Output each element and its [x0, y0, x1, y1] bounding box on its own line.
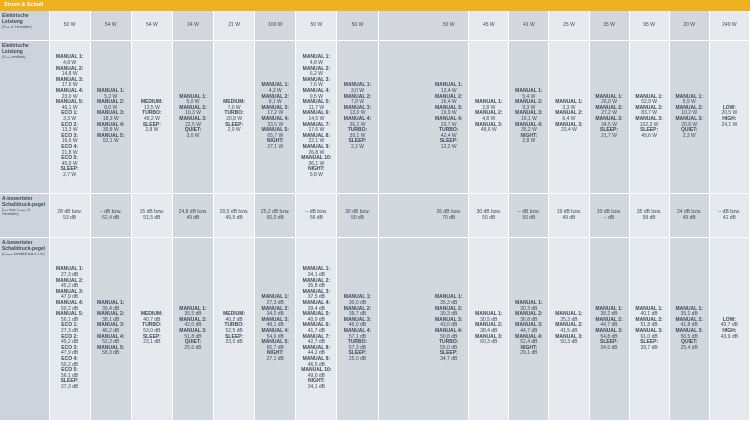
rated-noise-line: 24,8 dB bzw. [178, 208, 208, 215]
rated-power: 50 W [310, 21, 323, 28]
table-row [0, 194, 750, 238]
mode-value-line: MANUAL 3: 22,5 W [179, 116, 207, 128]
mode-value-line: SLEEP: 34,6 dB [600, 339, 619, 351]
table-cell [50, 194, 91, 238]
rated-noise-line: 51,5 dB [143, 214, 161, 221]
rated-power: 21 W [228, 21, 240, 28]
mode-value-line: MANUAL 4: 23,0 W [55, 88, 84, 100]
table-row [0, 41, 750, 194]
mode-value-line: MANUAL 2: 42,0 dB [179, 316, 207, 329]
mode-value-line: ECO 1: 27,3 dB [61, 322, 79, 334]
mode-value-line: SLEEP: 2,0 W [225, 121, 244, 134]
mode-value-line: MANUAL 1: 5,4 W [515, 88, 543, 100]
mode-value-line: MANUAL 6: 41,7 dB [302, 322, 331, 334]
row-label-title: A-bewerteter Schalldruck-pegel [2, 196, 46, 208]
mode-value-line: TURBO: 57,3 dB [347, 339, 368, 351]
table-cell [337, 194, 378, 238]
mode-value-line: MANUAL 3: 50,3 dB [555, 333, 583, 346]
mode-value-line: MEDIUM: 40,7 dB [140, 311, 163, 323]
section-title: Strom & Schall [4, 2, 44, 8]
table-cell [710, 41, 750, 194]
mode-value-line: MANUAL 2: 39,3 dB [435, 305, 463, 318]
row-label-sub: (Lₚₐ bzw. Lₚₐₘₐₓ lt. Hersteller) [2, 208, 31, 217]
table-cell [429, 11, 469, 41]
rated-noise-line: – dB bzw. [305, 208, 328, 215]
mode-value-line: MANUAL 4: 52,3 dB [97, 333, 125, 346]
mode-value-line: MANUAL 5: 65,7 W [261, 127, 289, 139]
rated-noise-line: – dB [603, 214, 615, 221]
row-label [0, 41, 50, 194]
rated-noise-line: 53 dB [63, 214, 77, 221]
mode-value-line: MEDIUM: 40,2 dB [223, 311, 246, 323]
table-cell [670, 41, 710, 194]
mode-value-line: NIGHT: 5,8 W [308, 166, 325, 178]
rated-noise-line: 30 dB bzw. [476, 208, 502, 215]
table-cell [379, 194, 430, 238]
mode-value-line: MANUAL 4: 50,2 dB [55, 300, 84, 312]
rated-noise-line: 30 dB bzw. [596, 208, 622, 215]
mode-value-line: MANUAL 2: 4,8 W [475, 110, 503, 122]
mode-value-line: MANUAL 1: 2,8 W [475, 99, 503, 111]
mode-value-line: MANUAL 1: 27,3 dB [261, 294, 289, 307]
mode-value-line: MANUAL 3: 54,8 dB [595, 328, 623, 340]
mode-value-line: MANUAL 2: 39,7 dB [343, 305, 372, 318]
table-cell [255, 41, 296, 194]
mode-value-line: MANUAL 2: 83,7 W [635, 104, 663, 117]
rated-noise-line: 49,5 dB [225, 214, 243, 221]
table-cell [296, 238, 337, 421]
rated-power: 50 W [351, 21, 364, 28]
table-cell [337, 238, 378, 421]
mode-value-line: ECO 2: 13,3 W [61, 121, 78, 134]
mode-value-line: MANUAL 3: 17,2 W [261, 104, 289, 117]
table-cell [255, 194, 296, 238]
mode-value-line: MANUAL 3: 50,5 dB [675, 328, 703, 340]
mode-value-line: MANUAL 3: 44,7 dB [515, 322, 543, 334]
rated-noise-line: – dB bzw. [718, 208, 741, 215]
row-label-title: A-bewerteter Schalldruck-pegel [2, 240, 46, 252]
mode-value-line: MANUAL 4: 39,4 dB [302, 300, 331, 312]
mode-value-line: HIGH: 43,9 dB [720, 328, 738, 340]
mode-value-line: MANUAL 9: 46,5 dB [302, 355, 331, 368]
mode-value-line: MANUAL 2: 44,7 dB [595, 316, 623, 329]
mode-value-line: ECO 5: 45,0 W [61, 155, 78, 167]
mode-value-line: QUIET: 25,4 dB [680, 339, 698, 351]
mode-value-line: SLEEP: 34,7 dB [439, 350, 458, 362]
mode-value-line: MANUAL 1: 27,3 dB [55, 266, 84, 279]
table-cell [379, 41, 430, 194]
table-cell [469, 11, 509, 41]
mode-value-line: SLEEP: 49,6 W [640, 127, 659, 139]
rated-noise-line: 49 dB [682, 214, 696, 221]
mode-value-line: MANUAL 7: 17,6 W [302, 121, 331, 134]
mode-value-line: ECO 4: 21,8 W [61, 143, 78, 156]
mode-value-line: MANUAL 1: 5,2 W [97, 88, 125, 100]
row-label [0, 11, 50, 41]
mode-value-line: SLEEP: 25,0 dB [348, 350, 367, 362]
rated-power: 54 W [146, 21, 158, 28]
mode-value-line: NIGHT: 2,8 W [520, 132, 538, 145]
table-cell [255, 11, 296, 41]
mode-value-line: MANUAL 6: 14,5 W [302, 110, 331, 122]
rated-noise-line: 62,4 dB [102, 214, 120, 221]
mode-value-line: MANUAL 3: 18,3 W [97, 110, 125, 122]
mode-value-line: ECO 3: 47,9 dB [61, 344, 79, 357]
mode-value-line: MANUAL 4: 54,6 dB [261, 328, 289, 340]
mode-value-line: MANUAL 3: 17,6 W [55, 76, 84, 89]
mode-value-line: MANUAL 2: 27,2 W [595, 104, 623, 117]
table-cell [630, 238, 670, 421]
table-cell [549, 11, 589, 41]
table-cell [255, 238, 296, 421]
table-cell [549, 41, 589, 194]
mode-value-line: MANUAL 9: 26,8 W [302, 143, 331, 156]
mode-value-line: MANUAL 2: 8,0 W [97, 99, 125, 111]
table-cell [509, 11, 549, 41]
mode-value-line: MANUAL 1: 52,9 W [635, 93, 663, 106]
mode-value-line: MANUAL 3: 46,2 dB [97, 322, 125, 334]
rated-noise-line: 56 dB [309, 214, 323, 221]
mode-value-line: MANUAL 2: 34,0 dB [261, 305, 289, 318]
comparison-table [0, 11, 750, 421]
mode-value-line: MANUAL 4: 30,8 W [97, 121, 125, 134]
mode-value-line: LOW: 20,5 W [721, 104, 738, 117]
mode-value-line: MANUAL 2: 36,8 dB [515, 311, 543, 323]
mode-value-line: MANUAL 5: 56,1 dB [55, 311, 84, 323]
table-cell [91, 238, 132, 421]
mode-value-line: TURBO: 52,5 dB [224, 322, 244, 334]
rated-noise-line: 49 dB [562, 214, 576, 221]
rated-noise-line: 26 dB bzw. [436, 208, 461, 215]
table-cell [469, 41, 509, 194]
table-cell [132, 41, 173, 194]
table-cell [429, 238, 469, 421]
row-label-title: Elektrische Leistung [2, 13, 29, 25]
table-cell [173, 11, 214, 41]
rated-power: 24 W [187, 21, 199, 28]
mode-value-line: MANUAL 3: 46,0 dB [343, 316, 372, 329]
table-cell [379, 11, 430, 41]
mode-value-line: MANUAL 5: 65,7 dB [261, 339, 289, 351]
mode-value-line: MANUAL 1: 4,8 W [55, 54, 84, 67]
mode-value-line: MANUAL 7: 42,7 dB [302, 333, 331, 346]
rated-power: 45 W [482, 21, 495, 28]
table-cell [132, 238, 173, 421]
rated-power: 50 W [63, 21, 76, 28]
table-cell [379, 238, 430, 421]
row-label-sub: (Pₘₐₓ ermittelt) [2, 55, 26, 60]
table-cell [590, 11, 630, 41]
mode-value-line: SLEEP: 23,0 dB [225, 333, 244, 346]
mode-value-line: MEDIUM: 12,5 W [140, 99, 163, 111]
mode-value-line: MANUAL 1: 26,0 W [595, 93, 623, 106]
table-cell [337, 11, 378, 41]
mode-value-line: LOW: 40,7 dB [720, 316, 738, 329]
mode-value-line: MANUAL 1: 30,0 dB [343, 294, 372, 307]
mode-value-line: MANUAL 1: 38,2 dB [595, 305, 623, 318]
mode-value-line: SLEEP: 23,1 dB [142, 333, 161, 346]
mode-value-line: MANUAL 4: 35,2 W [515, 121, 543, 134]
mode-value-line: MANUAL 8: 44,2 dB [302, 344, 331, 357]
table-cell [337, 41, 378, 194]
mode-value-line: MANUAL 3: 7,6 W [302, 76, 331, 89]
mode-value-line: QUIET: 2,3 W [681, 127, 698, 139]
rated-noise-line: 25,2 dB bzw. [260, 208, 290, 215]
rated-noise-line: 50 dB [522, 214, 536, 221]
mode-value-line: MANUAL 2: 41,5 dB [555, 322, 583, 334]
mode-value-line: MANUAL 3: 51,8 dB [179, 328, 207, 340]
row-label-sub: (Lₚₐₘₐₓ ermittelt aus ≤ 1 m) [2, 252, 45, 257]
mode-value-line: MANUAL 2: 6,2 W [302, 65, 331, 78]
mode-value-line: MANUAL 5: 11,7 W [302, 99, 331, 111]
mode-value-line: MANUAL 2: 6,4 W [555, 110, 583, 122]
mode-value-line: MANUAL 1: 30,5 dB [475, 311, 503, 323]
mode-value-line: MANUAL 4: 9,5 W [302, 88, 331, 100]
table-cell [509, 41, 549, 194]
table-cell [630, 41, 670, 194]
mode-value-line: MANUAL 1: 4,8 W [302, 54, 331, 67]
mode-value-line: MANUAL 3: 47,9 dB [55, 288, 84, 301]
mode-value-line: SLEEP: 27,3 dB [60, 378, 79, 390]
rated-power: 25 W [563, 21, 575, 28]
mode-value-line: NIGHT: 29,1 dB [520, 344, 538, 357]
table-cell [549, 238, 589, 421]
row-label-title: Elektrische Leistung [2, 43, 29, 55]
table-cell [214, 11, 255, 41]
mode-value-line: MANUAL 10: 49,0 dB [301, 367, 332, 379]
mode-value-line: MANUAL 2: 41,8 dB [675, 316, 703, 329]
table-cell [630, 194, 670, 238]
mode-value-line: MANUAL 1: 5,9 W [675, 93, 703, 106]
mode-value-line: MANUAL 3: 48,1 dB [261, 316, 289, 329]
mode-value-line: ECO 1: 3,3 W [61, 110, 78, 122]
rated-power: 95 W [643, 21, 655, 28]
rated-noise-line: 30 dB bzw. [345, 208, 370, 215]
mode-value-line: MANUAL 4: 57,1 dB [343, 328, 372, 340]
mode-value-line: MANUAL 3: 20,4 W [555, 121, 583, 134]
rated-power: 54 W [104, 21, 117, 28]
rated-noise-line: 20,5 dB bzw. [219, 208, 249, 215]
table-cell [132, 194, 173, 238]
table-cell [173, 238, 214, 421]
row-label [0, 194, 50, 238]
mode-value-line: MANUAL 5: 40,9 dB [302, 311, 331, 323]
table-cell [214, 194, 255, 238]
mode-value-line: MANUAL 8: 22,1 W [302, 132, 331, 145]
table-cell [50, 41, 91, 194]
mode-value-line: MANUAL 1: 3,3 W [555, 99, 583, 111]
rated-power: 41 W [523, 21, 535, 28]
mode-value-line: MANUAL 2: 35,8 dB [302, 277, 331, 290]
mode-value-line: NIGHT: 27,1 W [266, 138, 284, 150]
mode-value-line: TURBO: 39,1 W [347, 127, 368, 139]
rated-noise-line: 70 dB [442, 214, 456, 221]
mode-value-line: MANUAL 3: 16,1 W [515, 110, 543, 122]
table-row [0, 238, 750, 421]
rated-noise-line: 24 dB bzw. [676, 208, 702, 215]
mode-value-line: MANUAL 3: 37,5 dB [302, 288, 331, 301]
table-cell [590, 41, 630, 194]
mode-value-line: MANUAL 1: 35,4 dB [97, 300, 125, 312]
mode-value-line: MANUAL 3: 43,0 dB [435, 316, 463, 329]
rated-noise-line: 58 dB [642, 214, 656, 221]
table-cell [173, 41, 214, 194]
mode-value-line: NIGHT: 27,1 dB [266, 350, 284, 362]
mode-value-line: MANUAL 3: 48,6 W [475, 121, 503, 134]
mode-value-line: ECO 3: 16,6 W [61, 132, 78, 145]
mode-value-line: MANUAL 2: 14,8 W [55, 65, 84, 78]
table-cell [173, 194, 214, 238]
mode-value-line: MANUAL 5: 52,1 W [97, 132, 125, 145]
rated-power: 35 W [603, 21, 615, 28]
rated-noise-line: 65,0 dB [266, 214, 284, 221]
mode-value-line: MANUAL 2: 38,4 dB [475, 322, 503, 334]
table-cell [50, 238, 91, 421]
rated-noise-line: 49 dB [186, 214, 200, 221]
mode-value-line: MANUAL 1: 3,0 W [343, 82, 372, 95]
mode-value-line: SLEEP: 39,7 dB [640, 339, 659, 351]
table-cell [214, 41, 255, 194]
rated-noise-line: 41 dB [722, 214, 736, 221]
mode-value-line: MEDIUM: 7,0 W [223, 99, 246, 111]
table-cell [50, 11, 91, 41]
mode-value-line: SLEEP: 12,2 W [439, 138, 458, 150]
rated-power: 100 W [268, 21, 283, 28]
rated-power: 20 W [683, 21, 696, 28]
mode-value-line: MANUAL 1: 35,5 dB [179, 305, 207, 318]
mode-value-line: NIGHT: 34,1 dB [307, 378, 325, 390]
table-cell [590, 194, 630, 238]
mode-value-line: SLEEP: 2,2 W [348, 138, 367, 150]
rated-noise-line: 15 dB bzw. [139, 208, 165, 215]
mode-value-line: ECO 4: 50,2 dB [61, 355, 79, 368]
table-cell [429, 194, 469, 238]
mode-value-line: TURBO: 55,0 dB [439, 339, 459, 351]
mode-value-line: TURBO: 53,0 dB [142, 322, 162, 334]
mode-value-line: MANUAL 1: 35,3 dB [435, 294, 463, 307]
table-cell [710, 238, 750, 421]
rated-noise-line: 35 dB bzw. [636, 208, 662, 215]
table-cell [214, 238, 255, 421]
mode-value-line: QUIET: 3,0 W [184, 127, 202, 139]
table-cell [670, 238, 710, 421]
table-cell [469, 194, 509, 238]
table-cell [429, 41, 469, 194]
mode-value-line: MANUAL 3: 60,3 dB [475, 333, 503, 346]
table-cell [710, 11, 750, 41]
table-cell [91, 194, 132, 238]
mode-value-line: MANUAL 1: 40,1 dB [635, 305, 663, 318]
mode-value-line: TURBO: 42,4 W [439, 127, 459, 139]
table-cell [509, 194, 549, 238]
table-cell [670, 194, 710, 238]
table-cell [670, 11, 710, 41]
table-cell [630, 11, 670, 41]
table-cell [91, 41, 132, 194]
mode-value-line: MANUAL 5: 46,1 W [55, 99, 84, 111]
rated-noise-line: 28 dB bzw. [57, 208, 82, 215]
mode-value-line: MANUAL 5: 58,3 dB [97, 344, 125, 357]
mode-value-line: MANUAL 1: 6,0 W [179, 93, 207, 106]
rated-noise-line: 50 dB [350, 214, 365, 221]
mode-value-line: MANUAL 3: 34,5 W [595, 116, 623, 128]
rated-power: 50 W [442, 21, 455, 28]
table-cell [469, 238, 509, 421]
mode-value-line: MANUAL 4: 29,7 W [435, 116, 463, 128]
mode-value-line: MANUAL 3: 13,0 W [343, 104, 372, 117]
rated-noise-line: 50 dB [482, 214, 496, 221]
mode-value-line: MANUAL 3: 20,8 W [675, 116, 703, 128]
mode-value-line: MANUAL 2: 51,8 dB [635, 316, 663, 329]
mode-value-line: HIGH: 24,1 W [721, 116, 738, 128]
mode-value-line: SLEEP: 21,7 W [600, 127, 619, 139]
mode-value-line: MANUAL 1: 13,4 W [435, 82, 463, 95]
mode-value-line: MANUAL 2: 7,8 W [343, 93, 372, 106]
table-cell [590, 238, 630, 421]
table-cell [509, 238, 549, 421]
mode-value-line: MANUAL 2: 16,4 W [435, 93, 463, 106]
rated-noise-line: – dB bzw. [518, 208, 540, 215]
mode-value-line: MANUAL 4: 33,5 W [261, 116, 289, 128]
mode-value-line: MANUAL 2: 38,1 dB [97, 311, 125, 323]
mode-value-line: MANUAL 1: 4,3 W [261, 82, 289, 95]
table-cell [710, 194, 750, 238]
mode-value-line: MANUAL 1: 25,3 dB [555, 311, 583, 323]
table-cell [91, 11, 132, 41]
mode-value-line: MANUAL 1: 30,3 dB [515, 300, 543, 312]
table-row [0, 11, 750, 41]
row-label-sub: (Pₘₐₓ lt. Hersteller) [2, 25, 32, 30]
table-cell [296, 11, 337, 41]
mode-value-line: QUIET: 25,6 dB [184, 339, 202, 351]
rated-noise-line: 19 dB bzw. [556, 208, 582, 215]
rated-noise-line: – dB bzw. [99, 208, 122, 215]
mode-value-line: ECO 2: 45,2 dB [61, 333, 79, 346]
mode-value-line: MANUAL 1: 35,1 dB [675, 305, 703, 318]
mode-value-line: MANUAL 10: 36,1 W [301, 155, 332, 167]
mode-value-line: SLEEP: 2,7 W [60, 166, 79, 178]
rated-power: 240 W [722, 21, 737, 28]
mode-value-line: MANUAL 4: 52,4 dB [515, 333, 543, 346]
section-title-bar [0, 0, 750, 11]
mode-value-line: MANUAL 3: 102,3 W [635, 116, 663, 128]
mode-value-line: MANUAL 2: 10,2 W [675, 104, 703, 117]
mode-value-line: MANUAL 4: 36,2 W [343, 116, 372, 128]
mode-value-line: MANUAL 4: 50,8 dB [435, 328, 463, 340]
mode-value-line: MANUAL 2: 9,1 W [261, 93, 289, 106]
mode-value-line: SLEEP: 2,8 W [142, 121, 161, 134]
row-label [0, 238, 50, 421]
mode-value-line: TURBO: 20,8 W [224, 110, 244, 122]
mode-value-line: MANUAL 2: 9,3 W [515, 99, 543, 111]
mode-value-line: MANUAL 3: 19,9 W [435, 104, 463, 117]
mode-value-line: MANUAL 2: 10,3 W [179, 104, 207, 117]
table-cell [132, 11, 173, 41]
table-cell [296, 41, 337, 194]
table-cell [296, 194, 337, 238]
table-cell [549, 194, 589, 238]
mode-value-line: MANUAL 2: 45,2 dB [55, 277, 84, 290]
mode-value-line: MANUAL 3: 61,0 dB [635, 328, 663, 340]
mode-value-line: TURBO: 49,2 W [142, 110, 162, 122]
mode-value-line: MANUAL 1: 34,1 dB [302, 266, 331, 279]
mode-value-line: ECO 5: 56,1 dB [61, 367, 79, 379]
